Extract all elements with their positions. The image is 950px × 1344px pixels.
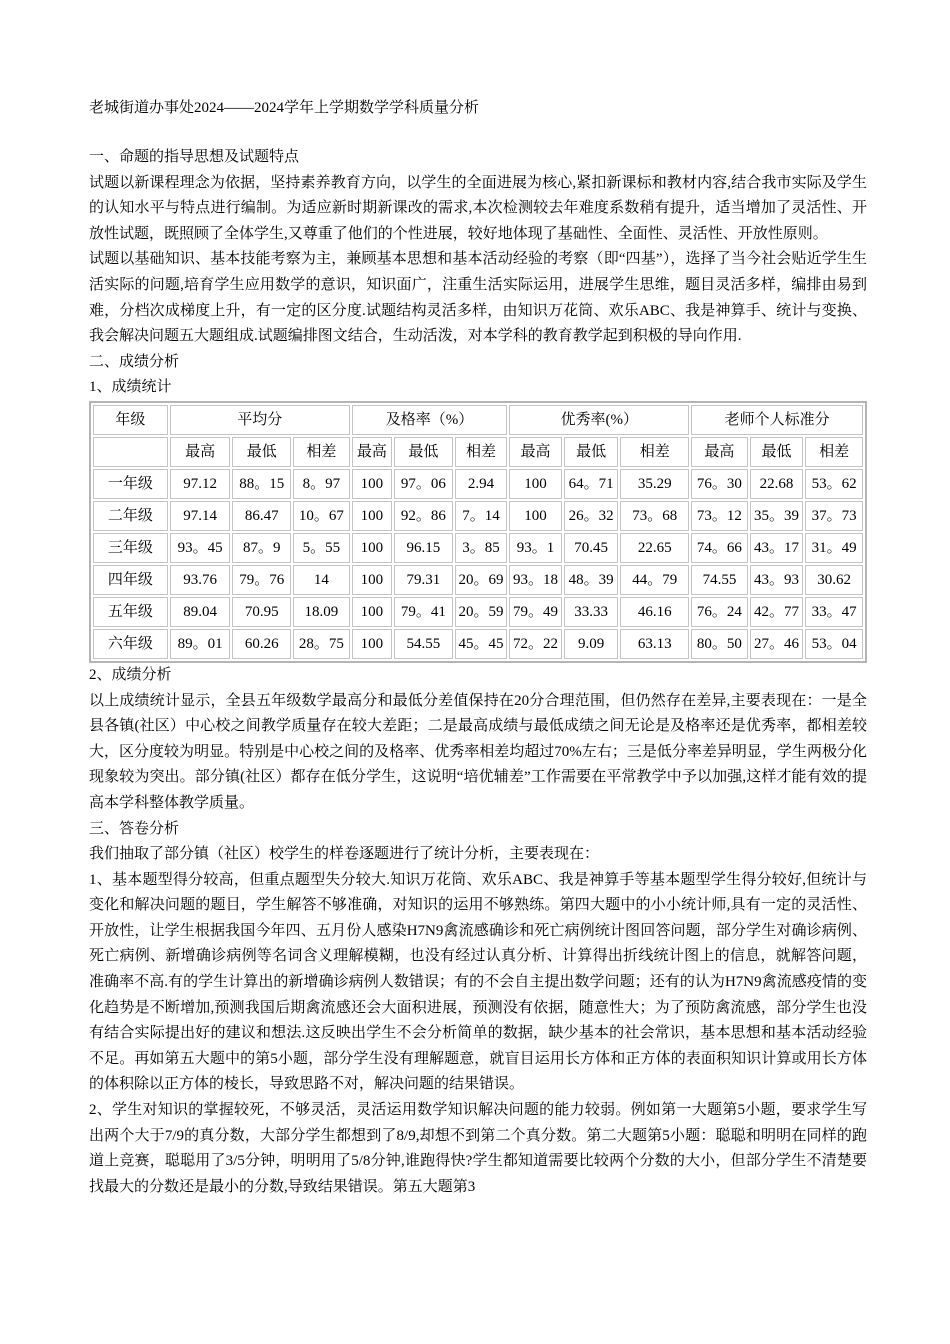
value-cell: 53。62	[805, 469, 863, 499]
table-row	[93, 597, 863, 627]
value-cell: 76。30	[691, 469, 748, 499]
score-statistics-table	[89, 401, 867, 663]
section-3-paragraph-1: 1、基本题型得分较高，但重点题型失分较大.知识万花筒、欢乐ABC、我是神算手等基本题型学生得分较好,但统计与变化和解决问题的题目，学生解答不够准确，对知识的运用不够熟练。第四大题中的小小统计师,具有一定的灵活性、开放性，让学生根据我国今年四、五月份人感染H7N9禽流感确诊和死亡病例统计图回答问题，部分学生对确诊病例、死亡病例、新增确诊病例等名词含义理解模糊，也没有经过认真分析、计算得出折线统计图上的信息，就解答问题，准确率不高.有的学生计算出的新增确诊病例人数错误；有的不会自主提出数学问题；还有的认为H7N9禽流感疫情的变化趋势是不断增加,预测我国后期禽流感还会大面积进展，预测没有依据，随意性大；为了预防禽流感，部分学生也没有结合实际提出好的建议和想法.这反映出学生不会分析简单的数据，缺少基本的社会常识，基本思想和基本活动经验不足。再如第五大题中的第5小题，部分学生没有理解题意，就盲目运用长方体和正方体的表面积知识计算或用长方体的体积除以正方体的棱长，导致思路不对，解决问题的结果错误。	[89, 871, 867, 1093]
section-2-subheading-stats: 1、成绩统计	[89, 379, 172, 396]
value-cell: 74。66	[691, 533, 748, 563]
value-cell: 97.14	[170, 501, 231, 531]
value-cell: 79。76	[232, 565, 291, 595]
value-cell: 70.45	[564, 533, 619, 563]
value-cell: 26。32	[564, 501, 619, 531]
value-cell: 100	[509, 501, 562, 531]
table-subheader-row	[93, 437, 863, 467]
value-cell: 87。9	[232, 533, 291, 563]
grade-cell: 六年级	[93, 629, 168, 659]
table-row	[93, 565, 863, 595]
subheader-cell: 最高	[352, 437, 392, 467]
value-cell: 27。46	[750, 629, 804, 659]
value-cell: 33。47	[805, 597, 863, 627]
value-cell: 14	[293, 565, 350, 595]
value-cell: 3。85	[455, 533, 508, 563]
grade-cell: 五年级	[93, 597, 168, 627]
value-cell: 54.55	[394, 629, 453, 659]
value-cell: 22.68	[750, 469, 804, 499]
value-cell: 7。14	[455, 501, 508, 531]
document-page	[89, 96, 867, 1200]
value-cell: 89.04	[170, 597, 231, 627]
value-cell: 100	[352, 629, 392, 659]
value-cell: 79。41	[394, 597, 453, 627]
section-2-subheading-analysis: 2、成绩分析	[89, 666, 172, 683]
section-2-heading: 二、成绩分析	[89, 353, 180, 370]
header-excellent-rate: 优秀率(%）	[509, 405, 689, 435]
value-cell: 73。12	[691, 501, 748, 531]
grade-cell: 三年级	[93, 533, 168, 563]
subheader-cell: 相差	[620, 437, 689, 467]
value-cell: 5。55	[293, 533, 350, 563]
value-cell: 100	[509, 469, 562, 499]
value-cell: 70.95	[232, 597, 291, 627]
table-row	[93, 533, 863, 563]
value-cell: 97。06	[394, 469, 453, 499]
value-cell: 44。79	[620, 565, 689, 595]
value-cell: 100	[352, 597, 392, 627]
subheader-empty	[93, 437, 168, 467]
value-cell: 45。45	[455, 629, 508, 659]
value-cell: 100	[352, 501, 392, 531]
value-cell: 97.12	[170, 469, 231, 499]
table-header-row	[93, 405, 863, 435]
value-cell: 2.94	[455, 469, 508, 499]
value-cell: 53。04	[805, 629, 863, 659]
value-cell: 80。50	[691, 629, 748, 659]
value-cell: 89。01	[170, 629, 231, 659]
table-row	[93, 629, 863, 659]
table-row	[93, 501, 863, 531]
table-row	[93, 469, 863, 499]
value-cell: 20。59	[455, 597, 508, 627]
value-cell: 43。93	[750, 565, 804, 595]
grade-cell: 四年级	[93, 565, 168, 595]
value-cell: 64。71	[564, 469, 619, 499]
value-cell: 43。17	[750, 533, 804, 563]
value-cell: 93。1	[509, 533, 562, 563]
value-cell: 88。15	[232, 469, 291, 499]
subheader-cell: 最低	[394, 437, 453, 467]
value-cell: 28。75	[293, 629, 350, 659]
value-cell: 35。39	[750, 501, 804, 531]
section-3-paragraph-2: 2、学生对知识的掌握较死，不够灵活，灵活运用数学知识解决问题的能力较弱。例如第一大题第5小题，要求学生写出两个大于7/9的真分数，大部分学生都想到了8/9,却想不到第二个真分数。第二大题第5小题：聪聪和明明在同样的跑道上竞赛，聪聪用了3/5分钟，明明用了5/8分钟,谁跑得快?学生都知道需要比较两个分数的大小，但部分学生不清楚要找最大的分数还是最小的分数,导致结果错误。第五大题第3	[89, 1102, 867, 1195]
value-cell: 22.65	[620, 533, 689, 563]
subheader-cell: 最低	[564, 437, 619, 467]
subheader-cell: 最高	[170, 437, 231, 467]
value-cell: 10。67	[293, 501, 350, 531]
value-cell: 76。24	[691, 597, 748, 627]
value-cell: 96.15	[394, 533, 453, 563]
value-cell: 46.16	[620, 597, 689, 627]
header-teacher-standard-score: 老师个人标准分	[691, 405, 863, 435]
value-cell: 42。77	[750, 597, 804, 627]
header-average-score: 平均分	[170, 405, 350, 435]
value-cell: 93。45	[170, 533, 231, 563]
value-cell: 93.76	[170, 565, 231, 595]
value-cell: 79.31	[394, 565, 453, 595]
subheader-cell: 相差	[805, 437, 863, 467]
header-grade: 年级	[93, 405, 168, 435]
section-2-paragraph-1: 以上成绩统计显示，全县五年级数学最高分和最低分差值保持在20分合理范围，但仍然存在差异,主要表现在：一是全县各镇(社区）中心校之间教学质量存在较大差距；二是最高成绩与最低成绩之间无论是及格率还是优秀率，都相差较大，区分度较为明显。特别是中心校之间的及格率、优秀率相差均超过70%左右；三是低分率差异明显，学生两极分化现象较为突出。部分镇(社区）都存在低分学生，这说明“培优辅差”工作需要在平常教学中予以加强,这样才能有效的提高本学科整体教学质量。	[89, 692, 867, 811]
section-3-heading: 三、答卷分析	[89, 820, 180, 837]
value-cell: 31。49	[805, 533, 863, 563]
value-cell: 60.26	[232, 629, 291, 659]
value-cell: 100	[352, 565, 392, 595]
grade-cell: 一年级	[93, 469, 168, 499]
value-cell: 35.29	[620, 469, 689, 499]
value-cell: 8。97	[293, 469, 350, 499]
section-1-heading: 一、命题的指导思想及试题特点	[89, 149, 300, 165]
subheader-cell: 最高	[691, 437, 748, 467]
value-cell: 9.09	[564, 629, 619, 659]
grade-cell: 二年级	[93, 501, 168, 531]
value-cell: 48。39	[564, 565, 619, 595]
subheader-cell: 相差	[455, 437, 508, 467]
subheader-cell: 相差	[293, 437, 350, 467]
section-1-paragraph-2: 试题以基础知识、基本技能考察为主，兼顾基本思想和基本活动经验的考察（即“四基”），选择了当今社会贴近学生生活实际的问题,培育学生应用数学的意识，知识面广，注重生活实际运用，进展学生思维，题目灵活多样，编排由易到难，分档次成梯度上升，有一定的区分度.试题结构灵活多样，由知识万花筒、欢乐ABC、我是神算手、统计与变换、我会解决问题五大题组成.试题编排图文结合，生动活泼，对本学科的教育教学起到积极的导向作用.	[89, 251, 867, 345]
value-cell: 74.55	[691, 565, 748, 595]
subheader-cell: 最低	[750, 437, 804, 467]
subheader-cell: 最高	[509, 437, 562, 467]
value-cell: 100	[352, 469, 392, 499]
section-3-intro: 我们抽取了部分镇（社区）校学生的样卷逐题进行了统计分析，主要表现在：	[89, 846, 600, 863]
section-1-paragraph-1: 试题以新课程理念为依据，坚持素养教育方向，以学生的全面进展为核心,紧扣新课标和教材内容,结合我市实际及学生的认知水平与特点进行编制。为适应新时期新课改的需求,本次检测较去年难度系数稍有提升，适当增加了灵活性、开放性试题，既照顾了全体学生,又尊重了他们的个性进展，较好地体现了基础性、全面性、灵活性、开放性原则。	[89, 174, 867, 242]
value-cell: 30.62	[805, 565, 863, 595]
document-title: 老城街道办事处2024——2024学年上学期数学学科质量分析	[89, 100, 480, 116]
value-cell: 92。86	[394, 501, 453, 531]
value-cell: 20。69	[455, 565, 508, 595]
value-cell: 37。73	[805, 501, 863, 531]
value-cell: 18.09	[293, 597, 350, 627]
value-cell: 93。18	[509, 565, 562, 595]
value-cell: 33.33	[564, 597, 619, 627]
header-pass-rate: 及格率（%）	[352, 405, 508, 435]
subheader-cell: 最低	[232, 437, 291, 467]
value-cell: 72。22	[509, 629, 562, 659]
value-cell: 86.47	[232, 501, 291, 531]
value-cell: 73。68	[620, 501, 689, 531]
value-cell: 100	[352, 533, 392, 563]
value-cell: 63.13	[620, 629, 689, 659]
value-cell: 79。49	[509, 597, 562, 627]
table-body	[93, 469, 863, 659]
